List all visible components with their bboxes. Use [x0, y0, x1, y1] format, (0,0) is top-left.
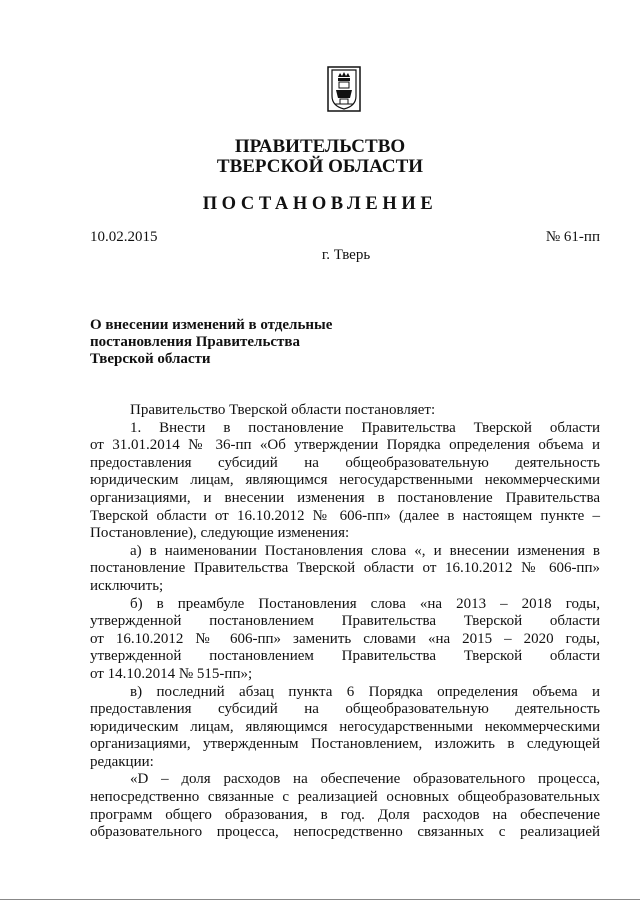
- body-line: от 14.10.2014 № 515-пп»;: [90, 665, 253, 682]
- body-line: от 31.01.2014 № 36-пп «Об утверждении Порядка определения объема и: [90, 437, 600, 454]
- body-line: утвержденной постановлением Правительства Тверской области: [90, 613, 600, 630]
- body-line: в) последний абзац пункта 6 Порядка определения объема и: [130, 683, 600, 700]
- title-line: Тверской области: [90, 351, 211, 367]
- body-line: юридическим лицам, являющимся негосударственными некоммерческими: [90, 718, 600, 735]
- page-edge-line: [0, 899, 640, 900]
- org-name-line2: ТВЕРСКОЙ ОБЛАСТИ: [216, 156, 424, 177]
- body-line: а) в наименовании Постановления слова «, и внесении изменения в: [130, 542, 600, 559]
- body-line: 1. Внести в постановление Правительства Тверской области: [130, 419, 600, 436]
- org-name-line1: ПРАВИТЕЛЬСТВО: [234, 136, 406, 157]
- document-body: [90, 402, 600, 842]
- body-line: непосредственно связанные с реализацией основных общеобразовательных: [90, 789, 600, 806]
- document-number: № 61-пп: [545, 229, 600, 245]
- body-line: Тверской области от 16.10.2012 № 606-пп» (далее в настоящем пункте –: [90, 507, 600, 524]
- body-line: юридическим лицам, являющимся негосударственными некоммерческими: [90, 472, 600, 489]
- body-line: постановление Правительства Тверской области от 16.10.2012 № 606-пп»: [90, 560, 600, 577]
- title-line: О внесении изменений в отдельные: [90, 317, 333, 333]
- body-line: от 16.10.2012 № 606-пп» заменить словами «на 2015 – 2020 годы,: [90, 630, 600, 647]
- body-line: предоставления субсидий на общеобразовательную деятельность: [90, 454, 600, 471]
- body-line: исключить;: [90, 577, 164, 594]
- coat-of-arms-icon: [327, 66, 361, 112]
- body-line: программ общего образования, в год. Доля расходов на обеспечение: [90, 806, 600, 823]
- body-line: б) в преамбуле Постановления слова «на 2013 – 2018 годы,: [130, 595, 600, 612]
- body-line: Правительство Тверской области постановляет:: [130, 402, 436, 418]
- body-line: редакции:: [90, 753, 154, 770]
- body-line: предоставления субсидий на общеобразовательную деятельность: [90, 701, 600, 718]
- document-type: ПОСТАНОВЛЕНИЕ: [202, 194, 438, 214]
- body-line: «D – доля расходов на обеспечение образовательного процесса,: [130, 771, 600, 788]
- document-city: г. Тверь: [321, 247, 371, 263]
- document-date: 10.02.2015: [90, 229, 158, 245]
- title-line: постановления Правительства: [90, 334, 300, 350]
- body-line: Постановление), следующие изменения:: [90, 525, 350, 542]
- body-line: организациями, и внесении изменения в постановление Правительства: [90, 489, 600, 506]
- body-line: образовательного процесса, непосредственно связанных с реализацией: [90, 824, 600, 841]
- body-line: утвержденной постановлением Правительства Тверской области: [90, 648, 600, 665]
- body-line: организациями, утвержденным Постановлением, изложить в следующей: [90, 736, 600, 753]
- document-title: [90, 317, 332, 368]
